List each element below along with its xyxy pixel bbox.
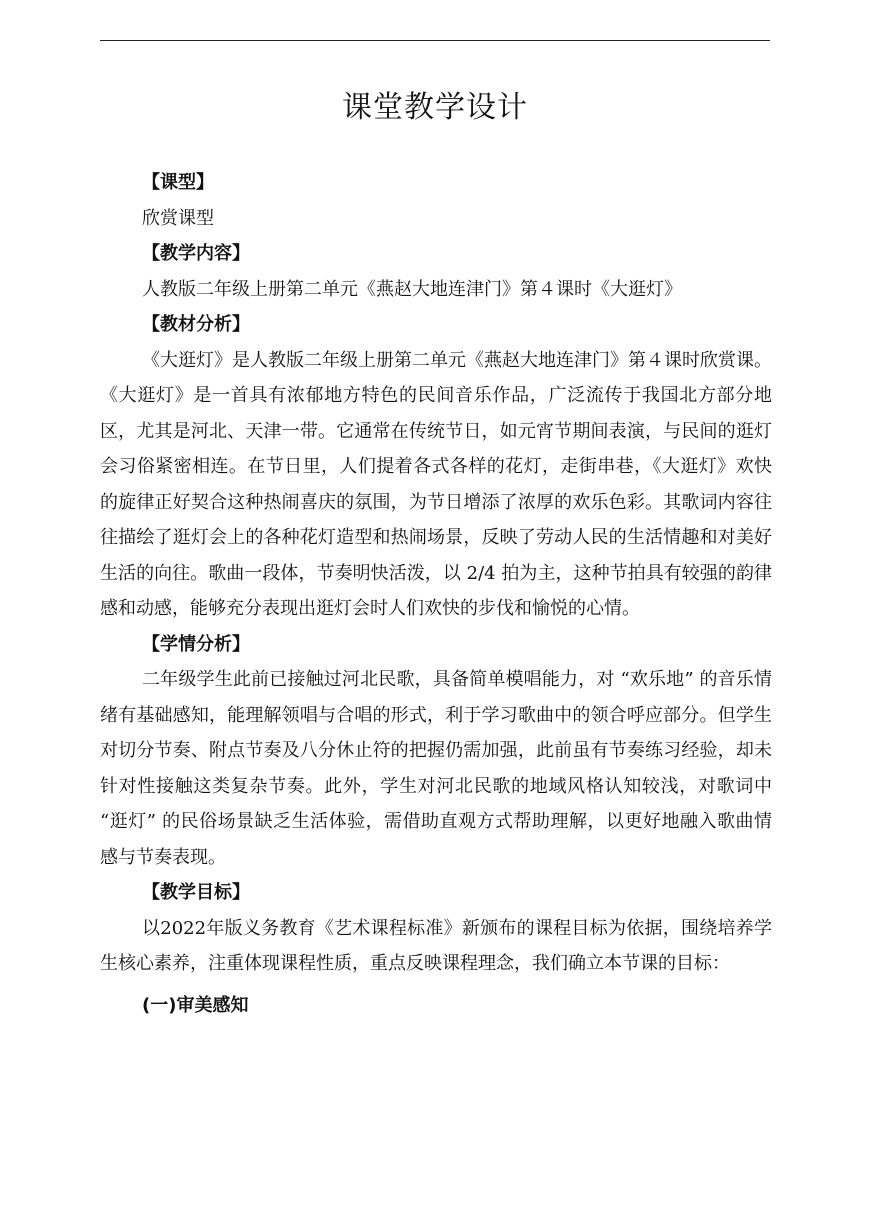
document-body xyxy=(100,165,772,1023)
subheading-aesthetic-perception: (一)审美感知 xyxy=(142,994,249,1016)
section-heading-teaching-goals: 【教学目标】 xyxy=(142,882,250,903)
header-rule xyxy=(100,40,770,41)
section-heading-lesson-type: 【课型】 xyxy=(142,172,214,193)
section-heading-teaching-content: 【教学内容】 xyxy=(142,243,250,264)
section-heading-material-analysis: 【教材分析】 xyxy=(142,314,250,335)
teaching-content-text: 人教版二年级上册第二单元《燕赵大地连津门》第４课时《大逛灯》 xyxy=(142,278,682,300)
lesson-type-text: 欣赏课型 xyxy=(142,207,214,229)
student-analysis-paragraph: 二年级学生此前已接触过河北民歌，具备简单模唱能力，对 “欢乐地” 的音乐情绪有基础感知，能理解领唱与合唱的形式，利于学习歌曲中的领合呼应部分。但学生对切分节奏、附点节奏及八分休止符的把握仍需加强，此前虽有节奏练习经验，却未针对性接触这类复杂节奏。此外，学生对河北民歌的地域风格认知较浅，对歌词中 “逛灯” 的民俗场景缺乏生活体验，需借助直观方式帮助理解，以更好地融入歌曲情感与节奏表现。 xyxy=(100,669,772,868)
material-analysis-paragraph: 《大逛灯》是人教版二年级上册第二单元《燕赵大地连津门》第４课时欣赏课。《大逛灯》是一首具有浓郁地方特色的民间音乐作品，广泛流传于我国北方部分地区，尤其是河北、天津一带。它通常在传统节日，如元宵节期间表演，与民间的逛灯会习俗紧密相连。在节日里，人们提着各式各样的花灯，走街串巷，《大逛灯》欢快的旋律正好契合这种热闹喜庆的氛围，为节日增添了浓厚的欢乐色彩。其歌词内容往往描绘了逛灯会上的各种花灯造型和热闹场景，反映了劳动人民的生活情趣和对美好生活的向往。歌曲一段体，节奏明快活泼，以 2/4 拍为主，这种节拍具有较强的韵律感和动感，能够充分表现出逛灯会时人们欢快的步伐和愉悦的心情。 xyxy=(100,349,772,619)
page-title: 课堂教学设计 xyxy=(342,90,528,125)
section-heading-student-analysis: 【学情分析】 xyxy=(142,633,250,655)
teaching-goals-paragraph: 以2022年版义务教育《艺术课程标准》新颁布的课程目标为依据，围绕培养学生核心素养，注重体现课程性质，重点反映课程理念，我们确立本节课的目标： xyxy=(100,917,772,974)
